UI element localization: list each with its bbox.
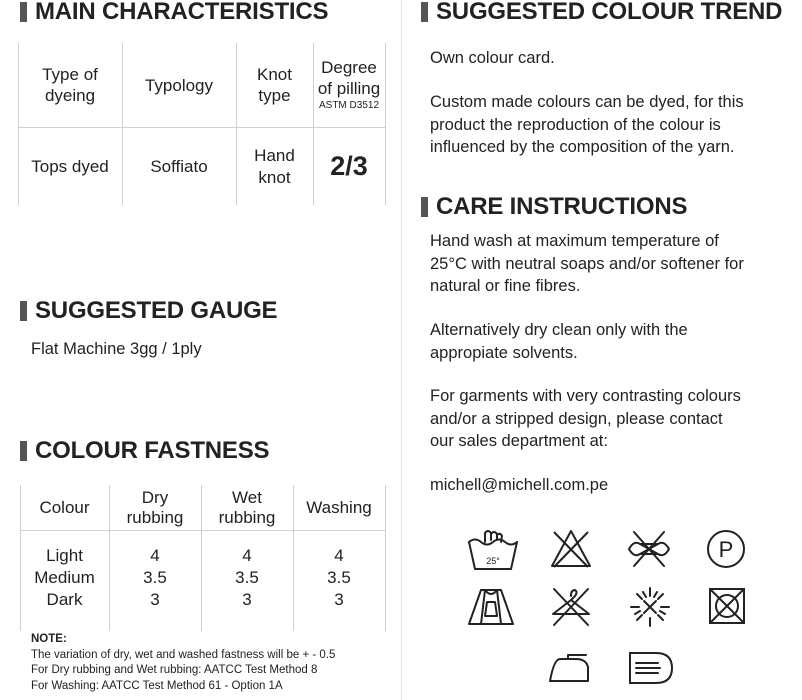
table-cell: 3 <box>334 590 344 609</box>
header-type-of-dyeing: Type of dyeing <box>42 65 98 105</box>
suggested-gauge-heading: SUGGESTED GAUGE <box>20 297 277 325</box>
colour-fastness-table <box>20 485 386 631</box>
do-not-dry-flat-icon <box>626 649 676 687</box>
table-cell: 3.5 <box>327 568 351 587</box>
heading-bar <box>421 197 428 217</box>
header-degree-of-pilling: Degree of pilling ASTM D3512 <box>317 58 381 111</box>
table-cell: Medium <box>34 568 95 587</box>
hand-wash-paragraph: Hand wash at maximum temperature of 25°C with neutral soaps and/or softener for natural or fine fibres. <box>430 232 744 295</box>
header-typology: Typology <box>144 75 214 95</box>
custom-colours-paragraph: Custom made colours can be dyed, for this product the reproduction of the colour is influenced by the composition of the yarn. <box>430 93 744 156</box>
colour-card-text: Own colour card. <box>430 49 555 67</box>
header-knot-type: Knot type <box>257 65 292 105</box>
colour-column <box>20 545 109 611</box>
heading-bar <box>20 301 27 321</box>
value-knot-type: Hand knot <box>254 145 295 187</box>
hand-wash-25-icon <box>466 528 520 572</box>
note-line: The variation of dry, wet and washed fastness will be + - 0.5 <box>31 648 336 661</box>
dry-rubbing-column <box>109 545 201 611</box>
contact-email[interactable]: michell@michell.com.pe <box>430 476 609 494</box>
professional-clean-p-icon <box>704 527 748 571</box>
header-washing: Washing <box>306 497 372 517</box>
value-typology: Soffiato <box>150 156 208 176</box>
heading-bar <box>20 2 27 22</box>
fastness-note <box>31 632 335 694</box>
iron-low-heat-icon <box>546 649 592 687</box>
wash-temp-label: 25° <box>486 556 500 566</box>
table-cell: 3.5 <box>143 568 167 587</box>
dry-clean-paragraph: Alternatively dry clean only with the appropiate solvents. <box>430 321 688 362</box>
table-rule <box>385 485 386 631</box>
note-line: For Washing: AATCC Test Method 61 - Option 1A <box>31 679 283 692</box>
suggested-colour-trend-heading: SUGGESTED COLOUR TREND <box>421 0 782 26</box>
value-degree-of-pilling: 2/3 <box>330 151 368 181</box>
care-instructions-heading: CARE INSTRUCTIONS <box>421 193 687 221</box>
value-type-of-dyeing: Tops dyed <box>31 156 109 176</box>
heading-bar <box>421 2 428 22</box>
main-characteristics-table <box>18 43 386 205</box>
do-not-tumble-dry-icon <box>706 585 748 627</box>
heading-bar <box>20 441 27 461</box>
header-colour: Colour <box>39 497 90 517</box>
main-characteristics-heading: MAIN CHARACTERISTICS <box>20 0 328 26</box>
table-cell: 3.5 <box>235 568 259 587</box>
professional-clean-letter: P <box>718 537 734 562</box>
note-title: NOTE: <box>31 633 67 645</box>
note-line: For Dry rubbing and Wet rubbing: AATCC Test Method 8 <box>31 664 318 676</box>
table-cell: Dark <box>46 590 83 609</box>
do-not-hang-dry-icon <box>549 584 593 630</box>
colour-fastness-heading: COLOUR FASTNESS <box>20 437 269 465</box>
gauge-text: Flat Machine 3gg / 1ply <box>31 340 202 358</box>
washing-column <box>293 545 385 611</box>
table-cell: 3 <box>242 590 252 609</box>
table-cell: 4 <box>334 546 344 565</box>
table-cell: 4 <box>242 546 252 565</box>
do-not-wring-icon <box>626 528 672 570</box>
table-cell: Light <box>46 546 83 565</box>
table-cell: 4 <box>150 546 160 565</box>
flat-dry-icon <box>467 586 515 628</box>
contrasting-colours-paragraph: For garments with very contrasting colours and/or a stripped design, please contact our sales department at: <box>430 387 741 450</box>
header-wet-rubbing: Wet rubbing <box>218 487 276 527</box>
table-rule <box>385 43 386 205</box>
header-dry-rubbing: Dry rubbing <box>126 487 184 527</box>
do-not-dry-clean-icon <box>627 584 673 630</box>
table-cell: 3 <box>150 590 160 609</box>
do-not-bleach-icon <box>549 527 593 571</box>
table-rule <box>20 530 386 531</box>
column-divider <box>401 0 402 700</box>
wet-rubbing-column <box>201 545 293 611</box>
